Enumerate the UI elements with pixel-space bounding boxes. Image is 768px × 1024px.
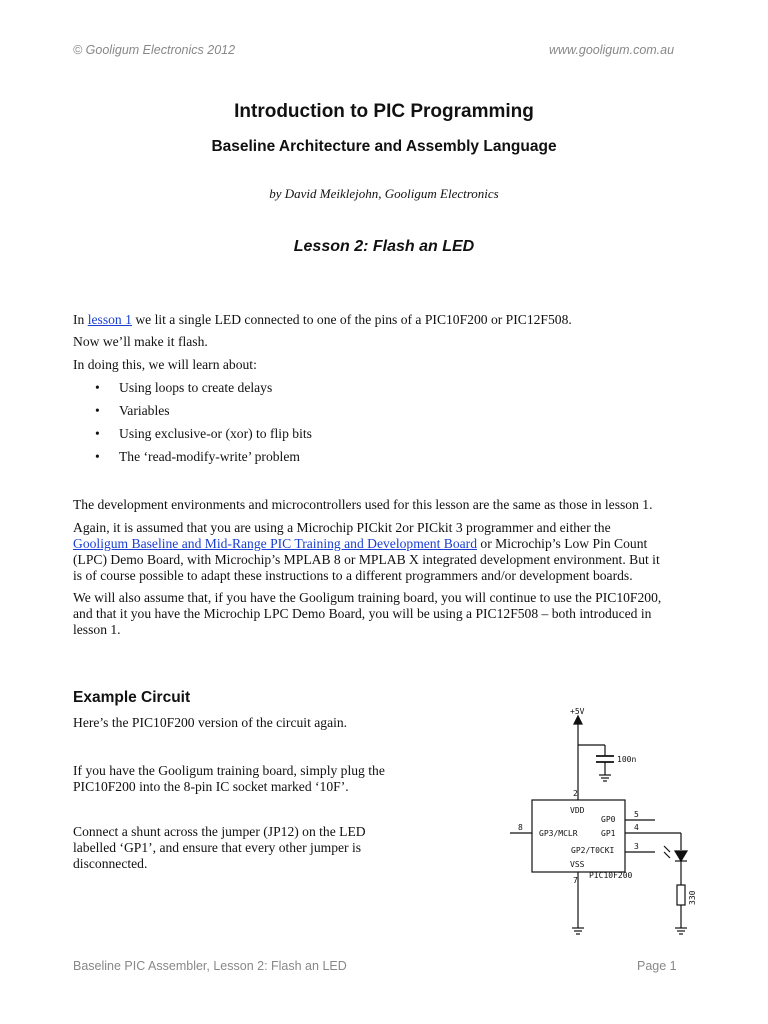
circuit-schematic <box>500 700 720 945</box>
chip-label: PIC10F200 <box>589 871 633 880</box>
pin-number-gp0: 5 <box>634 810 639 819</box>
body-paragraph-assumption-line: (LPC) Demo Board, with Microchip’s MPLAB 8 or MPLAB X integrated development environment. But it <box>73 552 660 567</box>
example-paragraph-2-line: If you have the Gooligum training board, simply plug the <box>73 763 385 778</box>
pin-label-vss: VSS <box>570 860 585 869</box>
body-text: or Microchip’s Low Pin Count <box>477 536 648 551</box>
example-paragraph-2-line: PIC10F200 into the 8-pin IC socket marked ‘10F’. <box>73 779 349 794</box>
intro-text: In <box>73 312 88 327</box>
pin-number-gp3: 8 <box>518 823 523 832</box>
list-item: • Using exclusive-or (xor) to flip bits <box>73 425 312 448</box>
example-paragraph-3-line: Connect a shunt across the jumper (JP12) on the LED <box>73 824 366 839</box>
led-icon <box>675 851 687 861</box>
pin-number-gp2: 3 <box>634 842 639 851</box>
intro-text: we lit a single LED connected to one of the pins of a PIC10F200 or PIC12F508. <box>131 312 572 327</box>
body-paragraph-training-line: We will also assume that, if you have the Gooligum training board, you will continue to use the PIC10F200, <box>73 590 662 605</box>
doc-title: Introduction to PIC Programming <box>234 101 534 122</box>
lesson-1-link[interactable]: lesson 1 <box>87 312 132 327</box>
pin-number-vdd: 2 <box>573 789 578 798</box>
supply-arrow <box>574 716 582 724</box>
resistor <box>677 885 685 905</box>
example-circuit-heading: Example Circuit <box>73 689 191 706</box>
example-paragraph-1: Here’s the PIC10F200 version of the circuit again. <box>73 715 348 730</box>
lesson-title: Lesson 2: Flash an LED <box>293 238 475 255</box>
body-paragraph-training-line: and that it you have the Microchip LPC Demo Board, you will be using a PIC12F508 – both introduced in <box>73 606 652 621</box>
cap-label: 100n <box>617 755 637 764</box>
body-paragraph-assumption-line <box>73 536 693 552</box>
body-paragraph-assumption-line: Again, it is assumed that you are using a Microchip PICkit 2or PICkit 3 programmer and either the <box>73 520 611 535</box>
doc-subtitle: Baseline Architecture and Assembly Language <box>211 138 557 155</box>
footer-page-number: Page 1 <box>637 959 677 973</box>
resistor-label: 330 <box>688 890 697 905</box>
list-item: • The ‘read-modify-write’ problem <box>73 448 312 471</box>
gooligum-board-link[interactable]: Gooligum Baseline and Mid-Range PIC Training and Development Board <box>73 536 477 551</box>
learning-list <box>73 379 312 471</box>
intro-paragraph-1 <box>73 312 693 328</box>
body-paragraph-dev-env: The development environments and microcontrollers used for this lesson are the same as those in lesson 1. <box>73 497 653 512</box>
body-paragraph-assumption-line: is of course possible to adapt these instructions to a different programmers and/or development boards. <box>73 568 633 583</box>
example-paragraph-3-line: disconnected. <box>73 856 148 871</box>
pin-label-gp1: GP1 <box>601 829 616 838</box>
body-paragraph-training-line: lesson 1. <box>73 622 121 637</box>
footer-title: Baseline PIC Assembler, Lesson 2: Flash an LED <box>73 959 347 973</box>
list-item: • Using loops to create delays <box>73 379 312 402</box>
led-emission <box>664 846 670 852</box>
header-website: www.gooligum.com.au <box>549 43 675 57</box>
pin-label-vdd: VDD <box>570 806 585 815</box>
example-paragraph-3-line: labelled ‘GP1’, and ensure that every other jumper is <box>73 840 362 855</box>
list-item: • Variables <box>73 402 312 425</box>
header-copyright: © Gooligum Electronics 2012 <box>73 43 236 57</box>
intro-paragraph-2: Now we’ll make it flash. <box>73 334 208 349</box>
supply-label: +5V <box>570 707 585 716</box>
pin-label-gp2: GP2/T0CKI <box>571 846 615 855</box>
pin-label-gp3: GP3/MCLR <box>539 829 578 838</box>
led-emission <box>664 852 670 858</box>
pin-label-gp0: GP0 <box>601 815 616 824</box>
intro-paragraph-3: In doing this, we will learn about: <box>73 357 257 372</box>
byline: by David Meiklejohn, Gooligum Electronics <box>269 186 499 201</box>
pin-number-vss: 7 <box>573 876 578 885</box>
pin-number-gp1: 4 <box>634 823 639 832</box>
